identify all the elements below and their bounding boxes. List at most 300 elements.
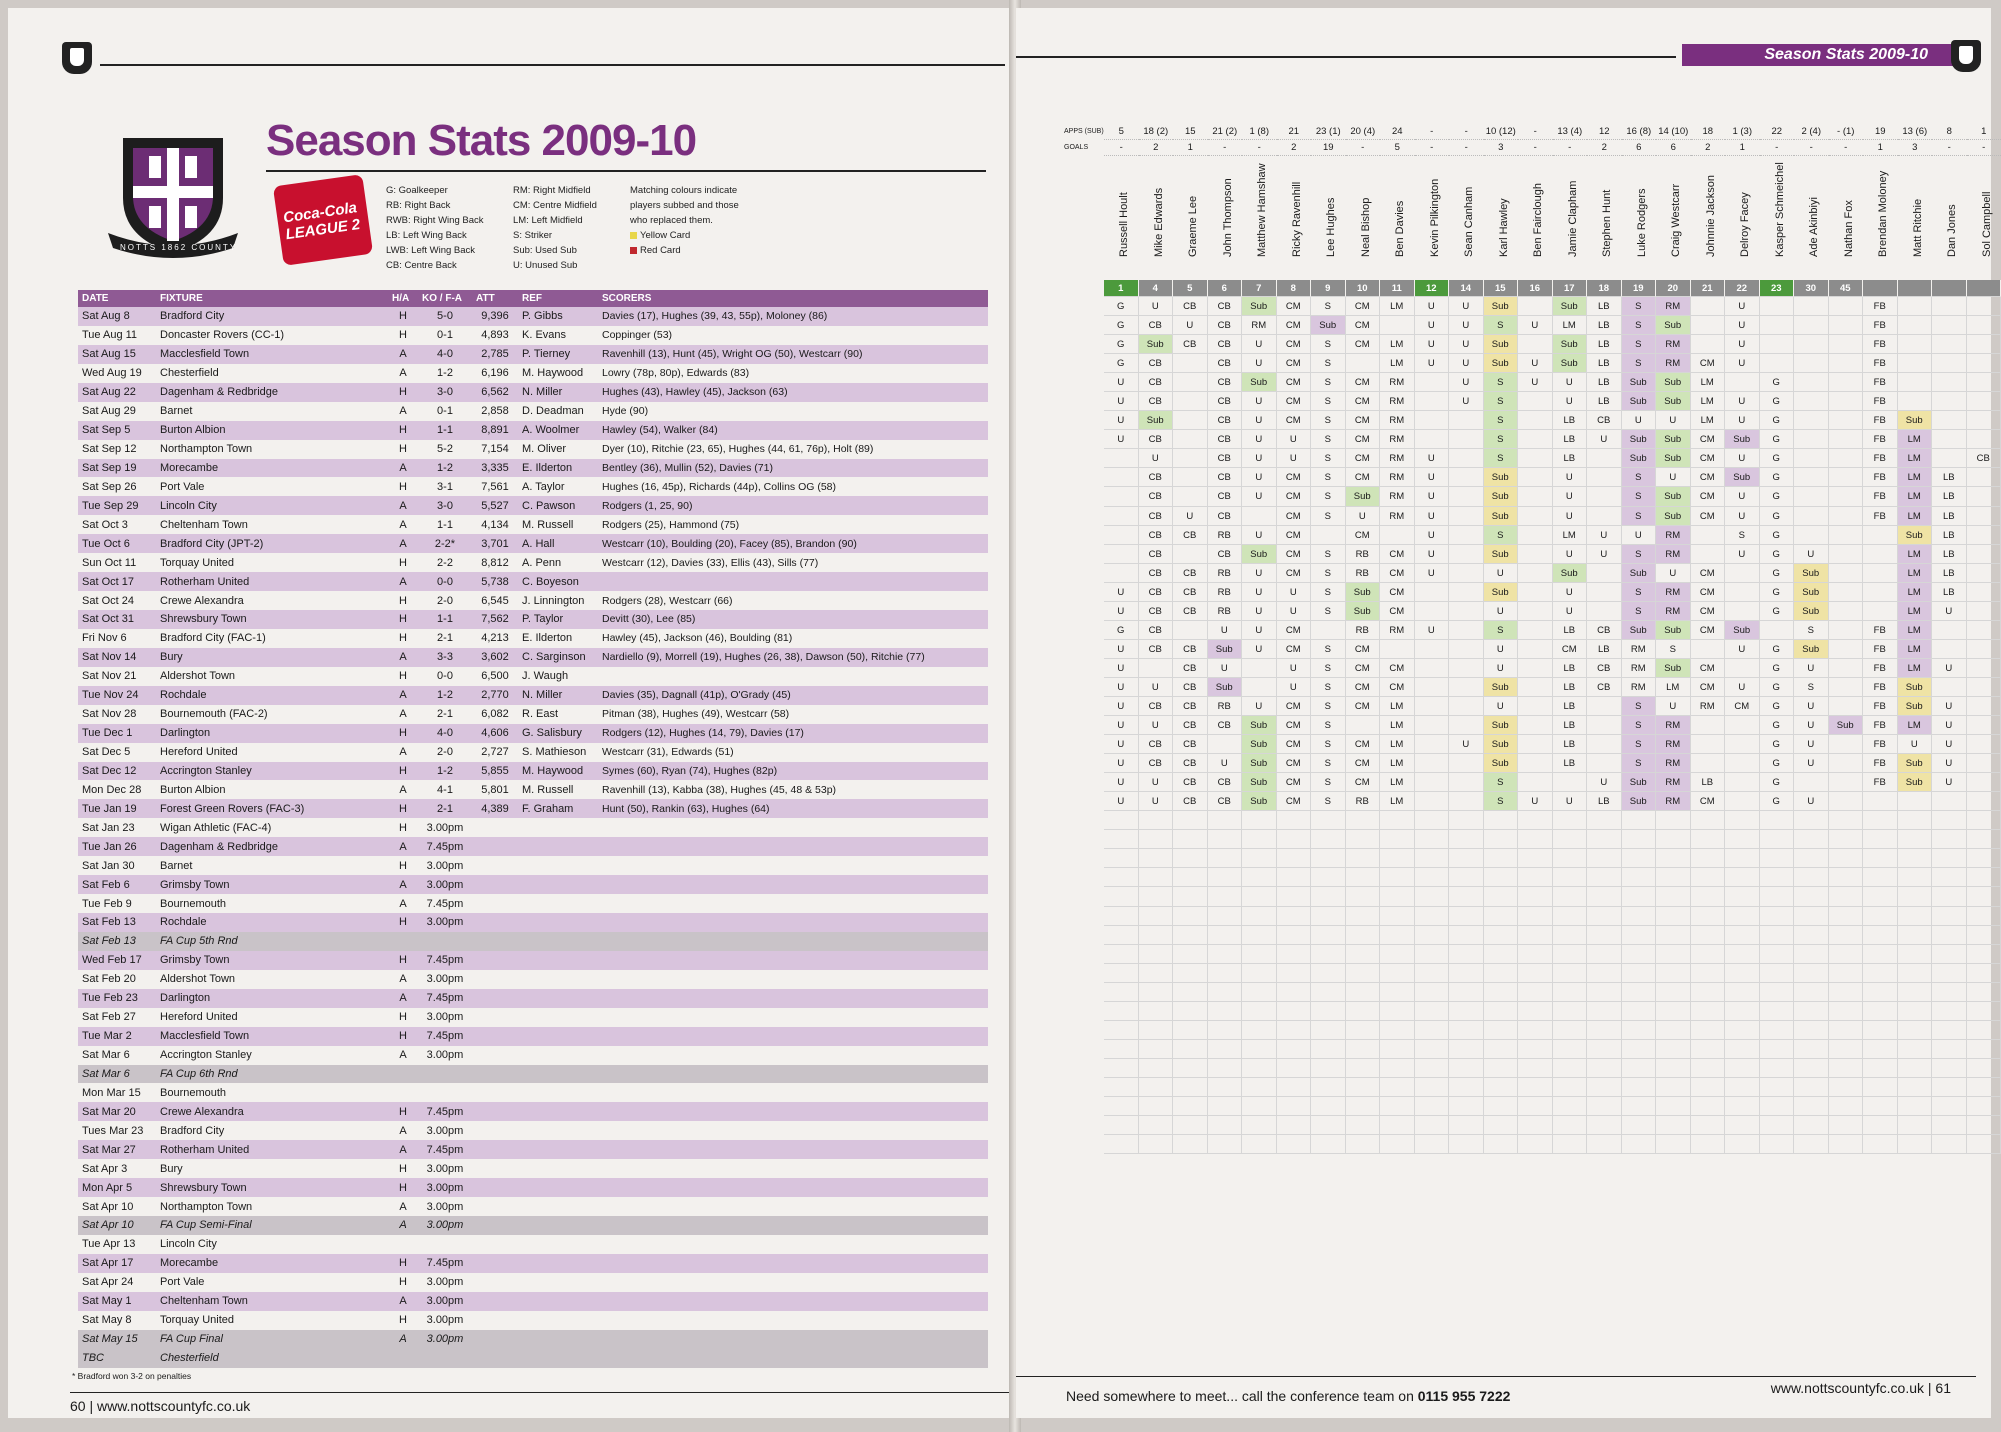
position-cell: FB [1863, 354, 1898, 373]
position-cell: Sub [1139, 335, 1174, 354]
position-cell [1587, 449, 1622, 468]
position-cell: RB [1346, 792, 1381, 811]
position-cell: LB [1932, 545, 1967, 564]
position-cell [1104, 811, 1139, 830]
position-cell [1898, 316, 1933, 335]
position-cell [1656, 1040, 1691, 1059]
position-cell: U [1104, 411, 1139, 430]
fixture-sc [598, 951, 988, 970]
player-name [1587, 156, 1622, 280]
position-cell: CM [1346, 411, 1381, 430]
position-cell: U [1518, 354, 1553, 373]
position-cell: LM [1380, 773, 1415, 792]
position-cell: Sub [1898, 411, 1933, 430]
position-cell [1449, 640, 1484, 659]
match-row [1064, 983, 1999, 1002]
position-cell [1794, 392, 1829, 411]
position-cell: CB [1139, 602, 1174, 621]
position-cell [1587, 1097, 1622, 1116]
position-cell: U [1242, 526, 1277, 545]
position-cell [1932, 1078, 1967, 1097]
position-cell [1898, 868, 1933, 887]
goals-cell: 1 [1725, 140, 1760, 156]
position-cell: CB [1208, 545, 1243, 564]
position-cell: Sub [1725, 621, 1760, 640]
apps-cell: 1 (8) [1242, 124, 1277, 140]
position-cell: CB [1208, 792, 1243, 811]
fixture-fix: Bradford City [156, 1121, 388, 1140]
fixture-fix: FA Cup Final [156, 1330, 388, 1349]
position-cell [1242, 678, 1277, 697]
player-name-text: Brendan Moloney [1877, 170, 1890, 257]
match-row [1064, 659, 1999, 678]
match-row [1064, 430, 1999, 449]
position-cell [1691, 640, 1726, 659]
position-cell: LM [1898, 449, 1933, 468]
position-cell [1760, 335, 1795, 354]
row-spacer [1064, 316, 1104, 335]
fixture-fix: Bury [156, 1159, 388, 1178]
position-cell [1242, 1135, 1277, 1154]
position-cell [1760, 297, 1795, 316]
position-cell [1518, 602, 1553, 621]
player-name [1829, 156, 1864, 280]
fixture-date: Sat Apr 10 [78, 1197, 156, 1216]
position-cell: S [1311, 564, 1346, 583]
position-cell [1829, 1135, 1864, 1154]
fixture-row [78, 762, 988, 781]
fixture-att [472, 951, 518, 970]
row-spacer [1064, 564, 1104, 583]
match-row [1064, 354, 1999, 373]
position-cell: U [1104, 583, 1139, 602]
position-cell [1139, 1078, 1174, 1097]
position-cell: LM [1380, 716, 1415, 735]
position-cell [1173, 830, 1208, 849]
fixture-att [472, 1046, 518, 1065]
fixture-ref: K. Evans [518, 326, 598, 345]
goals-cell: 1 [1863, 140, 1898, 156]
match-row [1064, 1021, 1999, 1040]
position-cell [1277, 945, 1312, 964]
position-cell [1829, 811, 1864, 830]
position-cell [1208, 849, 1243, 868]
goals-cell: - [1242, 140, 1277, 156]
position-cell [1656, 907, 1691, 926]
position-cell: LM [1380, 335, 1415, 354]
position-cell [1139, 868, 1174, 887]
position-cell: RM [1656, 735, 1691, 754]
fixture-date: Tue Sep 29 [78, 496, 156, 515]
fixture-row [78, 989, 988, 1008]
position-cell: CM [1277, 792, 1312, 811]
position-cell [1725, 1078, 1760, 1097]
position-cell [1967, 526, 2001, 545]
position-cell [1518, 754, 1553, 773]
position-cell: RM [1380, 487, 1415, 506]
position-cell [1794, 811, 1829, 830]
position-cell: U [1415, 621, 1450, 640]
position-cell: U [1656, 564, 1691, 583]
position-cell: G [1760, 411, 1795, 430]
position-cell [1415, 678, 1450, 697]
position-cell: CM [1277, 716, 1312, 735]
fixture-row [78, 724, 988, 743]
position-cell [1656, 964, 1691, 983]
position-cell: CB [1139, 583, 1174, 602]
row-spacer [1064, 926, 1104, 945]
position-cell [1967, 983, 2001, 1002]
position-cell [1760, 1078, 1795, 1097]
fixture-ha: H [388, 421, 418, 440]
fixture-row [78, 970, 988, 989]
position-cell: LM [1898, 583, 1933, 602]
position-cell [1484, 1135, 1519, 1154]
position-cell [1415, 1135, 1450, 1154]
position-cell [1518, 640, 1553, 659]
fixture-ref: P. Gibbs [518, 307, 598, 326]
position-cell [1863, 811, 1898, 830]
player-name [1242, 156, 1277, 280]
player-name-text: Russell Hoult [1118, 192, 1131, 257]
position-cell: U [1277, 602, 1312, 621]
fixture-att [472, 1065, 518, 1084]
fixture-ha: A [388, 345, 418, 364]
position-cell [1139, 1116, 1174, 1135]
position-cell: CB [1208, 716, 1243, 735]
position-cell [1242, 945, 1277, 964]
position-cell: Sub [1553, 297, 1588, 316]
position-cell: G [1760, 487, 1795, 506]
position-cell [1794, 449, 1829, 468]
fixture-ref [518, 932, 598, 951]
position-cell [1898, 1059, 1933, 1078]
position-cell [1173, 487, 1208, 506]
player-name-text: Ben Davies [1394, 200, 1407, 257]
position-cell [1587, 830, 1622, 849]
position-cell [1863, 1002, 1898, 1021]
position-cell: CB [1173, 602, 1208, 621]
row-spacer [1064, 1021, 1104, 1040]
position-cell [1415, 697, 1450, 716]
fixture-date: Mon Mar 15 [78, 1083, 156, 1102]
fixture-att: 3,335 [472, 459, 518, 478]
position-cell: CM [1691, 583, 1726, 602]
fixture-ha: H [388, 1027, 418, 1046]
position-cell [1104, 830, 1139, 849]
position-cell [1794, 1059, 1829, 1078]
position-cell [1691, 316, 1726, 335]
position-cell [1760, 1059, 1795, 1078]
fixture-row [78, 496, 988, 515]
fixture-att: 5,855 [472, 762, 518, 781]
position-cell: CM [1346, 773, 1381, 792]
squad-number: 45 [1829, 280, 1864, 297]
fixture-ko: 7.45pm [418, 1140, 472, 1159]
fixture-date: Sat Nov 14 [78, 648, 156, 667]
fixture-fix: Lincoln City [156, 1235, 388, 1254]
position-cell: LM [1380, 297, 1415, 316]
position-cell [1173, 887, 1208, 906]
apps-cell: 18 (2) [1139, 124, 1174, 140]
position-cell: S [1622, 507, 1657, 526]
position-cell: CM [1380, 564, 1415, 583]
position-cell [1932, 392, 1967, 411]
match-row [1064, 773, 1999, 792]
position-cell [1346, 830, 1381, 849]
position-cell [1242, 811, 1277, 830]
position-cell [1587, 868, 1622, 887]
position-cell: U [1242, 640, 1277, 659]
position-cell [1484, 887, 1519, 906]
position-cell: Sub [1725, 430, 1760, 449]
match-row [1064, 792, 1999, 811]
position-cell: CB [1139, 735, 1174, 754]
squad-number: 16 [1518, 280, 1553, 297]
fixture-fix: Dagenham & Redbridge [156, 837, 388, 856]
position-cell: S [1311, 735, 1346, 754]
fixture-sc [598, 1197, 988, 1216]
position-cell: LM [1553, 316, 1588, 335]
position-cell: CM [1346, 526, 1381, 545]
position-cell: S [1484, 792, 1519, 811]
position-cell: Sub [1622, 392, 1657, 411]
fixture-ha: H [388, 307, 418, 326]
position-cell [1656, 1135, 1691, 1154]
fixture-row [78, 818, 988, 837]
position-cell: U [1656, 411, 1691, 430]
position-cell [1449, 868, 1484, 887]
position-cell: U [1242, 602, 1277, 621]
fixture-fix: FA Cup 5th Rnd [156, 932, 388, 951]
position-cell: Sub [1346, 583, 1381, 602]
row-spacer [1064, 735, 1104, 754]
fixture-row [78, 1046, 988, 1065]
fixture-ko: 0-0 [418, 667, 472, 686]
position-cell [1242, 1116, 1277, 1135]
player-name-text: Jamie Clapham [1566, 180, 1579, 257]
fixture-date: Sat Sep 19 [78, 459, 156, 478]
position-cell [1415, 830, 1450, 849]
match-row [1064, 830, 1999, 849]
apps-cell: 12 [1587, 124, 1622, 140]
position-cell [1346, 716, 1381, 735]
position-cell: Sub [1656, 449, 1691, 468]
position-cell [1346, 1097, 1381, 1116]
fixture-sc: Westcarr (10), Boulding (20), Facey (85), Brandon (90) [598, 534, 988, 553]
position-cell [1208, 926, 1243, 945]
col-scorers: SCORERS [598, 290, 988, 307]
apps-cell: 18 [1691, 124, 1726, 140]
position-cell [1829, 392, 1864, 411]
position-cell [1587, 964, 1622, 983]
fixture-att [472, 913, 518, 932]
position-cell: RM [1656, 335, 1691, 354]
position-cell [1449, 773, 1484, 792]
header-rule-right [1016, 56, 1676, 58]
position-cell [1449, 830, 1484, 849]
position-cell: CM [1346, 659, 1381, 678]
position-cell: Sub [1484, 735, 1519, 754]
fixture-sc [598, 932, 988, 951]
club-crest-icon [1951, 40, 1981, 72]
position-cell: CB [1173, 659, 1208, 678]
fixture-row [78, 534, 988, 553]
position-cell [1380, 1021, 1415, 1040]
fixture-ha: H [388, 326, 418, 345]
row-spacer [1064, 487, 1104, 506]
position-cell: Sub [1553, 564, 1588, 583]
position-cell: S [1484, 316, 1519, 335]
fixture-row [78, 1102, 988, 1121]
match-row [1064, 526, 1999, 545]
position-cell [1518, 1059, 1553, 1078]
fixture-sc: Devitt (30), Lee (85) [598, 610, 988, 629]
position-cell [1898, 1021, 1933, 1040]
legend-item: RWB: Right Wing Back [386, 215, 484, 226]
position-cell [1415, 602, 1450, 621]
position-cell [1691, 297, 1726, 316]
fixture-sc: Dyer (10), Ritchie (23, 65), Hughes (44, 61, 76p), Holt (89) [598, 440, 988, 459]
position-cell [1173, 907, 1208, 926]
position-cell: U [1449, 335, 1484, 354]
fixture-ko: 3.00pm [418, 1197, 472, 1216]
position-cell: CB [1173, 678, 1208, 697]
fixture-date: Tue Feb 9 [78, 894, 156, 913]
position-cell: CM [1277, 545, 1312, 564]
fixture-att [472, 856, 518, 875]
position-cell [1104, 545, 1139, 564]
position-cell [1449, 1097, 1484, 1116]
position-cell: U [1139, 678, 1174, 697]
position-cell: S [1484, 411, 1519, 430]
position-cell: CB [1139, 507, 1174, 526]
position-cell: S [1311, 392, 1346, 411]
position-cell: CB [1208, 468, 1243, 487]
row-spacer [1064, 621, 1104, 640]
position-cell [1415, 945, 1450, 964]
position-cell: CB [1587, 411, 1622, 430]
fixture-row [78, 1216, 988, 1235]
fixture-row [78, 1178, 988, 1197]
fixture-fix: Northampton Town [156, 1197, 388, 1216]
position-cell [1725, 1116, 1760, 1135]
position-cell: FB [1863, 716, 1898, 735]
fixture-row [78, 1311, 988, 1330]
position-cell: LM [1898, 659, 1933, 678]
position-cell: RM [1656, 602, 1691, 621]
fixture-ko: 3.00pm [418, 1121, 472, 1140]
squad-number: 10 [1346, 280, 1381, 297]
position-cell: FB [1863, 754, 1898, 773]
position-cell [1829, 907, 1864, 926]
fixture-att [472, 1330, 518, 1349]
position-cell: Sub [1898, 697, 1933, 716]
fixture-ko: 4-0 [418, 345, 472, 364]
position-cell: CM [1277, 411, 1312, 430]
position-cell [1725, 811, 1760, 830]
position-cell [1104, 945, 1139, 964]
position-cell: LB [1587, 316, 1622, 335]
apps-cell: 13 (6) [1898, 124, 1933, 140]
position-cell: Sub [1656, 507, 1691, 526]
fixture-row [78, 383, 988, 402]
position-cell: Sub [1208, 640, 1243, 659]
position-cell: Sub [1794, 583, 1829, 602]
position-cell [1967, 945, 2001, 964]
position-cell [1898, 964, 1933, 983]
position-cell [1415, 811, 1450, 830]
position-cell: S [1484, 773, 1519, 792]
position-cell [1760, 1116, 1795, 1135]
position-cell [1380, 887, 1415, 906]
position-cell [1346, 926, 1381, 945]
position-cell [1691, 868, 1726, 887]
player-name-text: Stephen Hunt [1601, 189, 1614, 257]
position-cell: U [1415, 564, 1450, 583]
position-cell: U [1242, 430, 1277, 449]
position-cell [1760, 926, 1795, 945]
position-cell [1863, 1135, 1898, 1154]
position-cell [1587, 945, 1622, 964]
position-cell: CM [1691, 449, 1726, 468]
fixture-ko: 3.00pm [418, 1178, 472, 1197]
position-cell: CM [1346, 297, 1381, 316]
legend-item: RM: Right Midfield [513, 185, 591, 196]
position-cell: CM [1725, 697, 1760, 716]
position-cell [1415, 754, 1450, 773]
position-cell [1794, 373, 1829, 392]
fixture-att: 2,727 [472, 743, 518, 762]
position-cell [1863, 1078, 1898, 1097]
position-cell [1863, 792, 1898, 811]
fixture-ko: 3.00pm [418, 1046, 472, 1065]
position-cell: LM [1898, 487, 1933, 506]
position-cell [1932, 640, 1967, 659]
position-cell [1794, 887, 1829, 906]
legend-item: CB: Centre Back [386, 260, 457, 271]
position-cell [1794, 335, 1829, 354]
row-spacer [1064, 887, 1104, 906]
position-cell: Sub [1484, 507, 1519, 526]
coca-cola-league2-logo [273, 174, 373, 266]
position-cell [1449, 487, 1484, 506]
fixture-fix: Chesterfield [156, 1349, 388, 1368]
position-cell [1863, 602, 1898, 621]
squad-number: 21 [1691, 280, 1726, 297]
position-cell: S [1311, 373, 1346, 392]
fixture-fix: Barnet [156, 856, 388, 875]
position-cell: FB [1863, 640, 1898, 659]
position-cell [1725, 1097, 1760, 1116]
fixture-sc: Nardiello (9), Morrell (19), Hughes (26, 38), Dawson (50), Ritchie (77) [598, 648, 988, 667]
position-cell [1553, 868, 1588, 887]
position-cell [1173, 1002, 1208, 1021]
position-cell [1518, 1040, 1553, 1059]
position-cell [1967, 545, 2001, 564]
position-cell: CB [1139, 754, 1174, 773]
position-cell: FB [1863, 316, 1898, 335]
position-cell: CB [1208, 392, 1243, 411]
position-cell [1346, 354, 1381, 373]
position-cell: CB [1139, 526, 1174, 545]
position-cell [1656, 811, 1691, 830]
position-cell [1587, 754, 1622, 773]
fixture-fix: Dagenham & Redbridge [156, 383, 388, 402]
fixture-date: Sat Apr 24 [78, 1273, 156, 1292]
position-cell: G [1760, 678, 1795, 697]
fixture-row [78, 553, 988, 572]
